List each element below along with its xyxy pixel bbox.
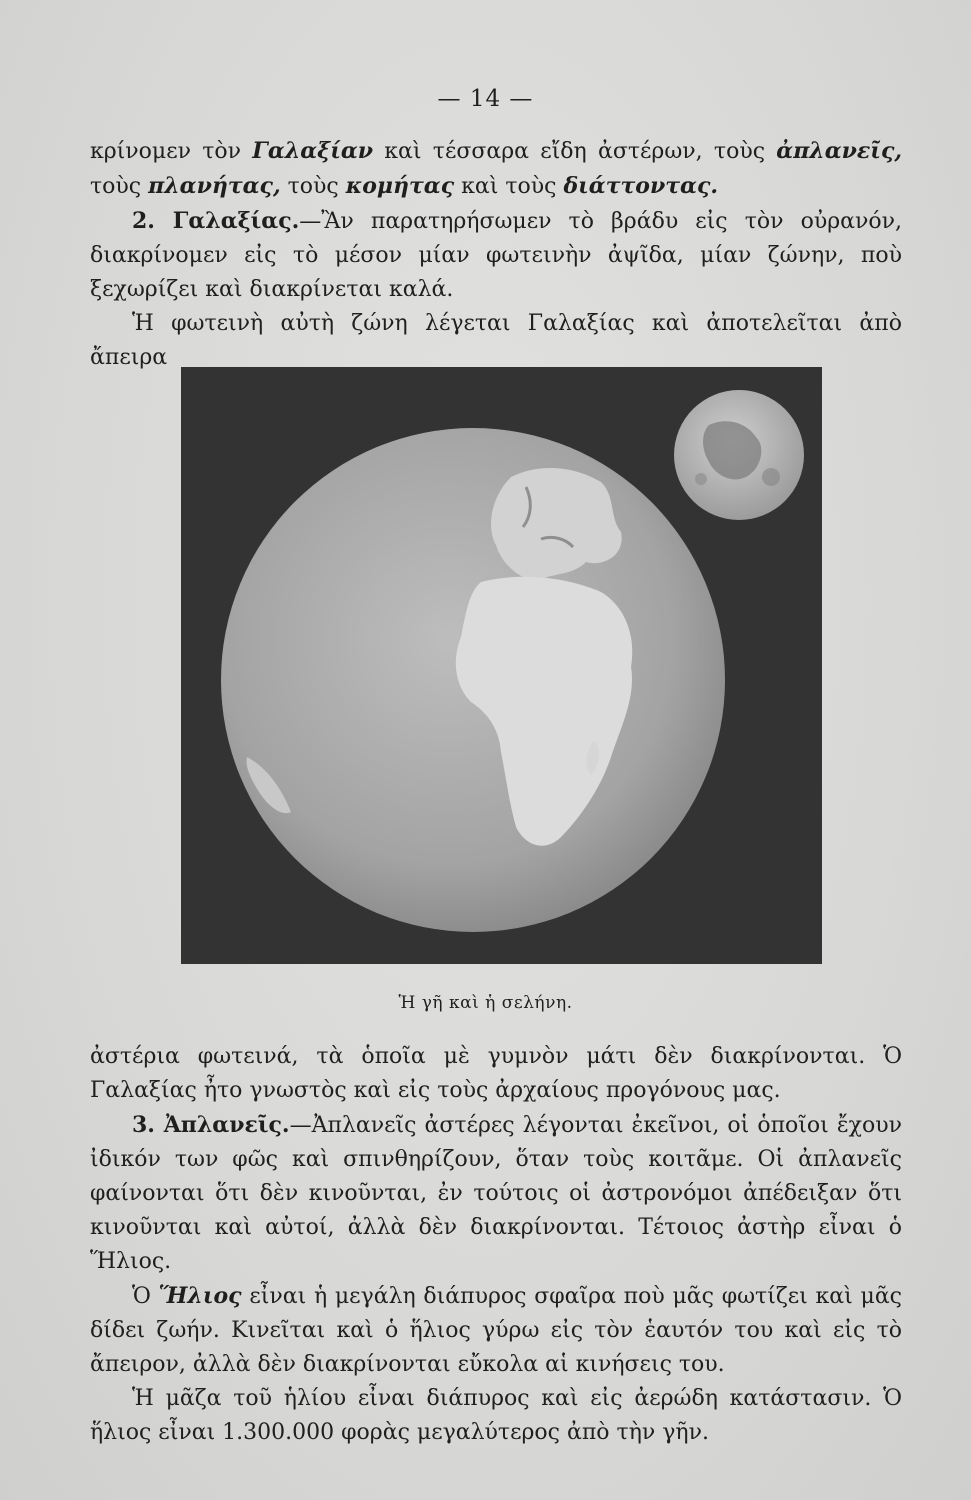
text-span: Ὁ xyxy=(132,1284,159,1309)
paragraph-galaxy-zone: Ἡ φωτεινὴ αὐτὴ ζώνη λέγεται Γαλαξίας καὶ ἀποτελεῖται ἀπὸ ἄπειρα xyxy=(90,311,902,370)
term-fixed-stars: ἀπλανεῖς, xyxy=(776,138,902,164)
term-galaxy: Γαλαξίαν xyxy=(252,138,374,164)
earth-moon-illustration xyxy=(181,367,822,964)
text-span: εἶναι ἡ μεγάλη διάπυρος σφαῖρα ποὺ μᾶς φωτίζει καὶ μᾶς δίδει ζωήν. Κινεῖται καὶ ὁ ἥλιος γύρω εἰς τὸν ἑαυτόν του καὶ εἰς τὸ ἄπειρον, ἀλλὰ δὲν διακρίνονται εὔκολα αἱ κινήσεις του. xyxy=(90,1284,902,1377)
term-sun: Ἥλιος xyxy=(158,1283,242,1309)
section-heading-galaxy: 2. Γαλαξίας. xyxy=(132,208,300,234)
text-span: τοὺς xyxy=(280,174,346,199)
paragraph-sun-mass: Ἡ μᾶζα τοῦ ἡλίου εἶναι διάπυρος καὶ εἰς ἀερώδη κατάστασιν. Ὁ ἥλιος εἶναι 1.300.000 φορὰς μεγαλύτερος ἀπὸ τὴν γῆν. xyxy=(90,1386,902,1445)
text-span: κρίνομεν τὸν xyxy=(90,139,253,164)
figure-caption: Ἡ γῆ καὶ ἡ σελήνη. xyxy=(398,993,573,1013)
page-number: — 14 — xyxy=(437,86,534,112)
term-planets: πλανήτας, xyxy=(148,173,281,199)
paragraph-fixed-stars xyxy=(90,1108,902,1279)
text-span: —Ἂν παρατηρήσωμεν τὸ βράδυ εἰς τὸν οὐρανόν, διακρίνομεν εἰς τὸ μέσον μίαν φωτεινὴν ἀψῖδα, μίαν ζώνην, ποὺ ξεχωρίζει καὶ διακρίνεται καλά. xyxy=(90,209,902,302)
earth-icon xyxy=(221,428,725,932)
term-meteors: διάττοντας. xyxy=(563,173,719,199)
text-top xyxy=(90,134,902,375)
paragraph-sun xyxy=(90,1279,902,1382)
paragraph-galaxy-continued: ἀστέρια φωτεινά, τὰ ὁποῖα μὲ γυμνὸν μάτι δὲν διακρίνονται. Ὁ Γαλαξίας ἦτο γνωστὸς καὶ εἰς τοὺς ἀρχαίους προγόνους μας. xyxy=(90,1044,902,1103)
paragraph-intro xyxy=(90,134,902,204)
text-span: καὶ τέσσαρα εἴδη ἀστέρων, τοὺς xyxy=(373,139,777,164)
moon-icon xyxy=(674,390,804,520)
text-span: καὶ τοὺς xyxy=(454,174,564,199)
paragraph-galaxy xyxy=(90,204,902,307)
text-span: τοὺς xyxy=(90,174,149,199)
section-heading-fixed-stars: 3. Ἀπλανεῖς. xyxy=(132,1112,290,1138)
earth-moon-figure xyxy=(181,367,822,964)
text-bottom xyxy=(90,1040,902,1450)
text-span: —Ἀπλανεῖς ἀστέρες λέγονται ἐκεῖνοι, οἱ ὁποῖοι ἔχουν ἰδικόν των φῶς καὶ σπινθηρίζουν, ὅταν τοὺς κοιτᾶμε. Οἱ ἀπλανεῖς φαίνονται ὅτι δὲν κινοῦνται, ἐν τούτοις οἱ ἀστρονόμοι ἀπέδειξαν ὅτι κινοῦνται καὶ αὐτοί, ἀλλὰ δὲν διακρίνονται. Τέτοιος ἀστὴρ εἶναι ὁ Ἥλιος. xyxy=(90,1113,902,1274)
term-comets: κομήτας xyxy=(345,173,455,199)
